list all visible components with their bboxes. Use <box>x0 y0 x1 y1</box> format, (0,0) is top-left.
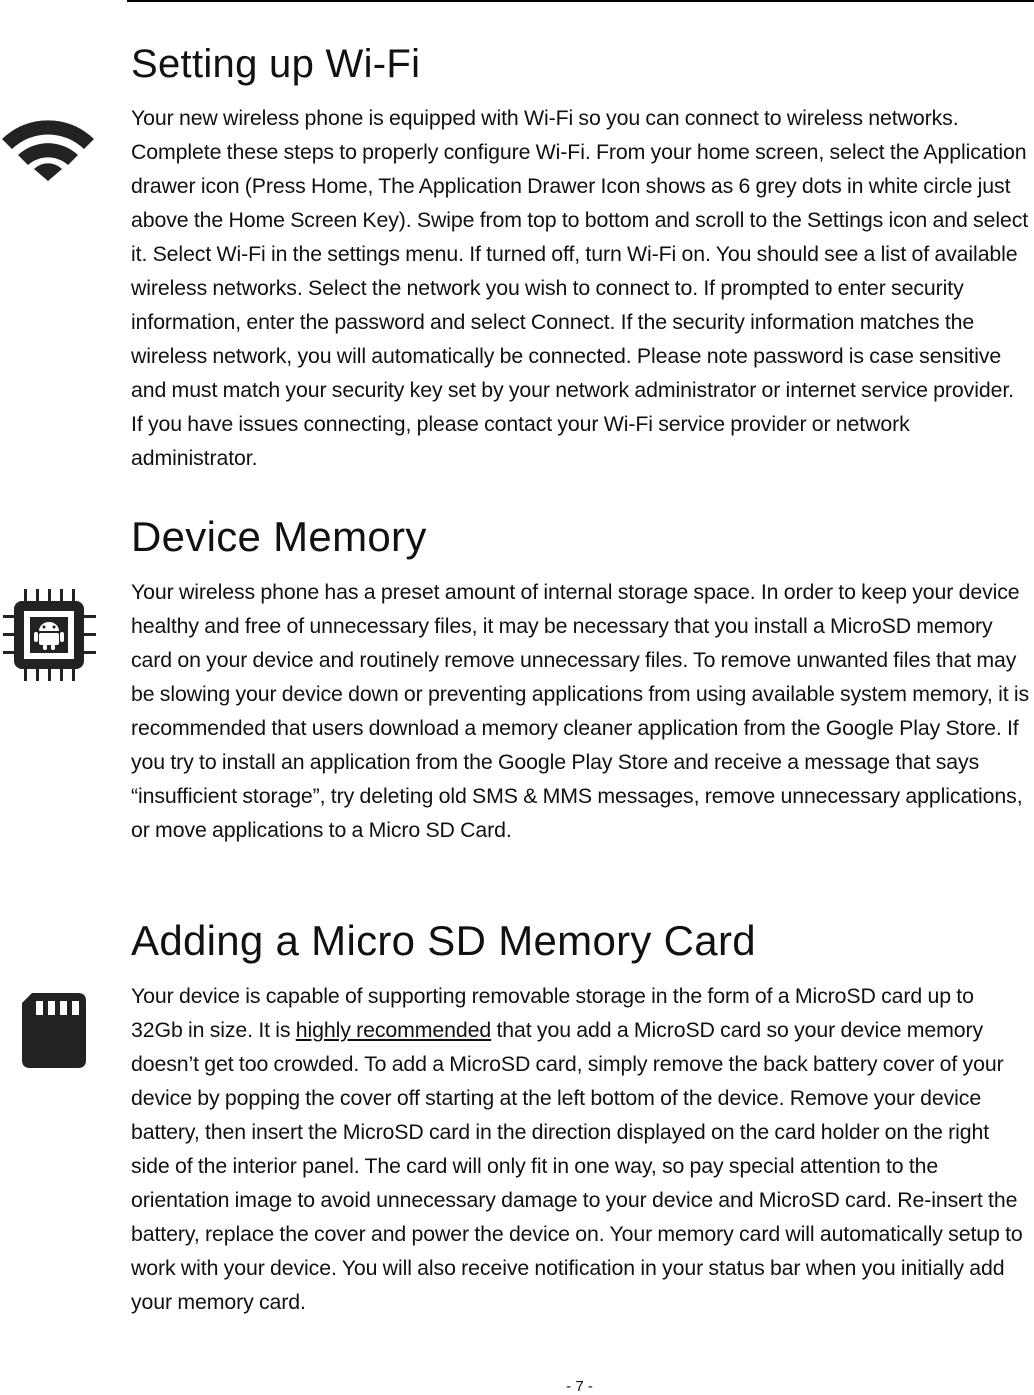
sdcard-paragraph <box>131 979 1029 1319</box>
sdcard-paragraph-end: that you add a MicroSD card so your device memory doesn’t get too crowded. To add a MicroSD card, simply remove the back battery cover of your device by popping the cover off starting at the left bottom of the device. Remove your device battery, then insert the MicroSD card in the direction displayed on the card holder on the right side of the interior panel. The card will only fit in one way, so pay special attention to the orientation image to avoid unnecessary damage to your device and MicroSD card. Re-insert the battery, replace the cover and power the device on. Your memory card will automatically setup to work with your device. You will also receive notification in your status bar when you initially add your memory card. <box>131 1018 1023 1314</box>
memory-paragraph: Your wireless phone has a preset amount of internal storage space. In order to keep your device healthy and free of unnecessary files, it may be necessary that you install a MicroSD memory card on your device and routinely remove unnecessary files. To remove unwanted files that may be slowing your device down or preventing applications from using available system memory, it is recommended that users download a memory cleaner application from the Google Play Store. If you try to install an application from the Google Play Store and receive a message that says “insufficient storage”, try deleting old SMS & MMS messages, remove unnecessary applications, or move applications to a Micro SD Card. <box>131 580 1030 842</box>
wifi-paragraph: Your new wireless phone is equipped with Wi-Fi so you can connect to wireless networks. Complete these steps to properly configure Wi-Fi. From your home screen, select the Application drawer icon (Press Home, The Application Drawer Icon shows as 6 grey dots in white circle just above the Home Screen Key). Swipe from top to bottom and scroll to the Settings icon and select it. Select Wi-Fi in the settings menu. If turned off, turn Wi-Fi on. You should see a list of available wireless networks. Select the network you wish to connect to. If prompted to enter security information, enter the password and select Connect. If the security information matches the wireless network, you will automatically be connected. Please note password is case sensitive and must match your security key set by your network administrator or internet service provider. If you have issues connecting, please contact your Wi-Fi service provider or network administrator. <box>131 106 1029 470</box>
wifi-section <box>131 41 1029 475</box>
memory-section <box>131 513 1029 847</box>
sdcard-heading: Adding a Micro SD Memory Card <box>131 917 756 964</box>
wifi-icon <box>0 111 96 181</box>
sdcard-paragraph-start: Your device is capable of supporting removable storage in the form of a MicroSD card up to 32Gb in size. It is <box>131 984 974 1042</box>
memory-heading: Device Memory <box>131 513 427 560</box>
sd-card-icon <box>22 993 86 1068</box>
page-number: - 7 - <box>566 1378 593 1395</box>
memory-chip-icon <box>0 585 96 685</box>
wifi-heading: Setting up Wi-Fi <box>131 42 421 86</box>
highly-recommended-text: highly recommended <box>295 1018 492 1042</box>
top-rule <box>127 0 1034 2</box>
sdcard-section <box>131 917 1029 1319</box>
